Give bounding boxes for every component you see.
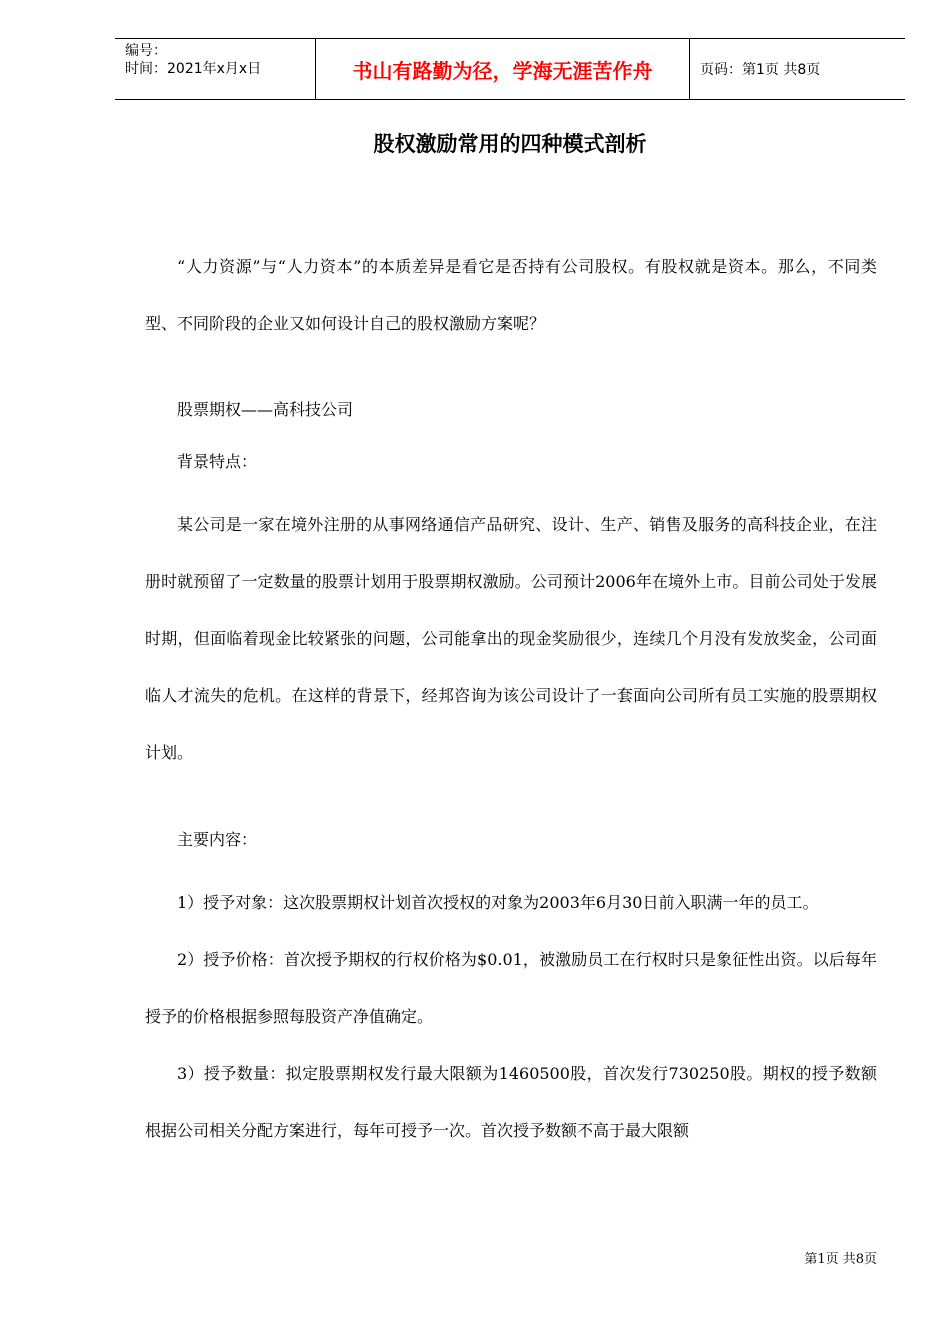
header-number-label: 编号： — [125, 43, 167, 59]
header-motto: 书山有路勤为径，学海无涯苦作舟 — [316, 39, 690, 99]
page-header — [115, 38, 905, 100]
header-page-info: 页码：第1页 共8页 — [700, 62, 821, 78]
list-item: 3）授予数量：拟定股票期权发行最大限额为1460500股，首次发行730250股。期权的授予数额根据公司相关分配方案进行，每年可授予一次。首次授予数额不高于最大限额 — [145, 1064, 877, 1140]
background-label: 背景特点： — [177, 452, 258, 471]
main-content-label: 主要内容： — [177, 830, 258, 849]
document-title: 股权激励常用的四种模式剖析 — [373, 132, 647, 156]
section-heading-block — [145, 396, 877, 424]
items-block — [145, 874, 877, 1159]
background-paragraph: 某公司是一家在境外注册的从事网络通信产品研究、设计、生产、销售及服务的高科技企业，在注册时就预留了一定数量的股票计划用于股票期权激励。公司预计2006年在境外上市。目前公司处于发展时期，但面临着现金比较紧张的问题，公司能拿出的现金奖励很少，连续几个月没有发放奖金，公司面临人才流失的危机。在这样的背景下，经邦咨询为该公司设计了一套面向公司所有员工实施的股票期权计划。 — [145, 515, 877, 762]
list-item: 2）授予价格：首次授予期权的行权价格为$0.01，被激励员工在行权时只是象征性出资。以后每年授予的价格根据参照每股资产净值确定。 — [145, 950, 877, 1026]
section-heading: 股票期权——高科技公司 — [177, 400, 354, 419]
page-footer: 第1页 共8页 — [804, 1252, 877, 1267]
header-time-label: 时间：2021年x月x日 — [125, 61, 262, 77]
background-block — [145, 496, 877, 781]
intro-block — [145, 238, 877, 352]
intro-paragraph: “人力资源”与“人力资本”的本质差异是看它是否持有公司股权。有股权就是资本。那么，不同类型、不同阶段的企业又如何设计自己的股权激励方案呢？ — [145, 257, 877, 333]
main-label-block — [145, 826, 877, 854]
header-meta — [115, 39, 316, 99]
background-label-block — [145, 448, 877, 476]
list-item: 1）授予对象：这次股票期权计划首次授权的对象为2003年6月30日前入职满一年的员工。 — [177, 893, 819, 912]
